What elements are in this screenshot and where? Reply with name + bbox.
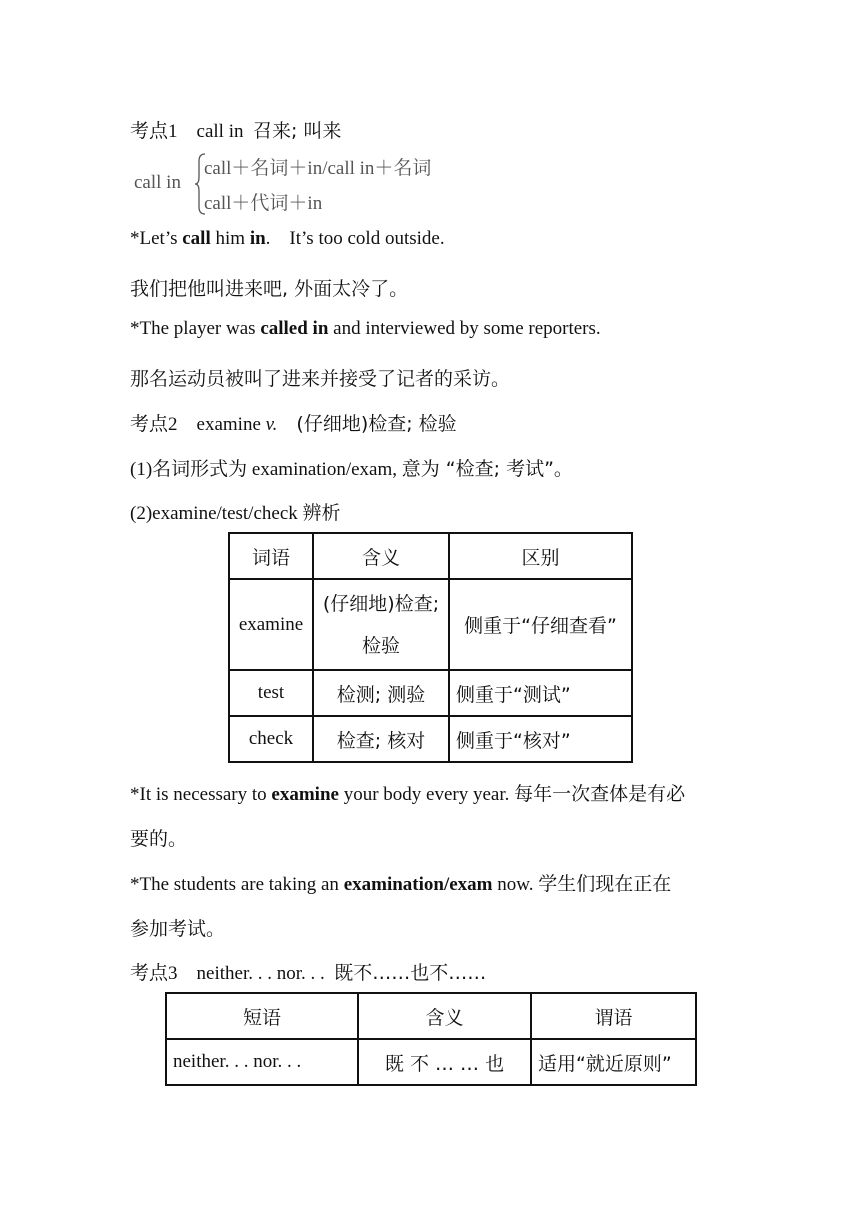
example-text: your body every year. bbox=[338, 784, 515, 805]
table-cell-meaning: 检查; 核对 bbox=[313, 716, 449, 762]
table-cell-word: check bbox=[229, 716, 313, 762]
table-header-row bbox=[229, 533, 632, 579]
note-text: (1) bbox=[130, 459, 153, 480]
table-cell-diff: 侧重于“仔细查看” bbox=[449, 579, 632, 670]
meaning-line: (仔细地)检查; bbox=[322, 592, 440, 615]
table-cell-diff: 侧重于“测试” bbox=[449, 670, 632, 716]
table-cell-phrase: neither. . . nor. . . bbox=[166, 1039, 358, 1085]
point2-heading bbox=[130, 409, 457, 436]
table-cell-meaning bbox=[313, 579, 449, 670]
table-cell-word: examine bbox=[229, 579, 313, 670]
note-text: (2)examine/test/check bbox=[130, 503, 303, 524]
point2-word: examine bbox=[196, 414, 261, 435]
point3-label: 考点 bbox=[130, 962, 169, 984]
table-cell-predicate: 适用“就近原则” bbox=[531, 1039, 696, 1085]
example-text: *It is necessary to bbox=[130, 784, 272, 805]
pattern-row-1: call＋名词＋in/call in＋名词 bbox=[204, 158, 432, 179]
example-text: him bbox=[210, 228, 250, 249]
point2-meaning: (仔细地)检查; 检验 bbox=[296, 413, 457, 435]
point1-example-2 bbox=[130, 318, 601, 340]
example-text: now. bbox=[492, 874, 539, 895]
point2-label: 考点 bbox=[130, 413, 169, 435]
point2-number: 2 bbox=[168, 414, 178, 435]
table-row bbox=[229, 670, 632, 716]
point2-example-2-translation-cont: 参加考试。 bbox=[130, 918, 226, 940]
point1-example-1 bbox=[130, 228, 445, 250]
example-text: and interviewed by some reporters. bbox=[328, 318, 601, 339]
note-text: 辨析 bbox=[302, 502, 341, 524]
point3-phrase: neither. . . nor. . . bbox=[196, 963, 325, 984]
example-text: *The player was bbox=[130, 318, 261, 339]
point2-example-1-translation-cont: 要的。 bbox=[130, 828, 188, 850]
example-bold: examine bbox=[271, 784, 339, 805]
note-text: examination/exam, bbox=[247, 459, 402, 480]
point1-example-1-translation: 我们把他叫进来吧, 外面太冷了。 bbox=[130, 278, 409, 300]
point2-example-1 bbox=[130, 779, 685, 806]
note-text: 名词形式为 bbox=[152, 458, 248, 480]
example-bold: examination/exam bbox=[343, 874, 493, 895]
table-header: 词语 bbox=[229, 533, 313, 579]
note-text: 意为 “检查; 考试”。 bbox=[401, 458, 573, 480]
pattern-label: call in bbox=[134, 172, 181, 193]
table-header: 含义 bbox=[358, 993, 531, 1039]
point3-number: 3 bbox=[168, 963, 178, 984]
example-bold: call bbox=[182, 228, 211, 249]
example-translation: 学生们现在正在 bbox=[538, 873, 672, 895]
neither-nor-table bbox=[165, 992, 697, 1086]
examine-comparison-table bbox=[228, 532, 633, 763]
table-header-row bbox=[166, 993, 696, 1039]
table-header: 谓语 bbox=[531, 993, 696, 1039]
point1-example-2-translation: 那名运动员被叫了进来并接受了记者的采访。 bbox=[130, 368, 511, 390]
example-bold: in bbox=[249, 228, 266, 249]
table-row bbox=[166, 1039, 696, 1085]
example-text: *Let’s bbox=[130, 228, 183, 249]
table-cell-word: test bbox=[229, 670, 313, 716]
point3-meaning: 既不……也不…… bbox=[334, 962, 487, 984]
point1-meaning: 召来; 叫来 bbox=[252, 120, 342, 142]
point2-note-2 bbox=[130, 498, 341, 525]
meaning-line: 检验 bbox=[361, 634, 400, 657]
table-header: 短语 bbox=[166, 993, 358, 1039]
example-bold: called in bbox=[260, 318, 329, 339]
pattern-row-2: call＋代词＋in bbox=[204, 193, 323, 214]
table-row bbox=[229, 716, 632, 762]
point1-label: 考点 bbox=[130, 120, 169, 142]
example-text: . It’s too cold outside. bbox=[265, 228, 445, 249]
point2-example-2 bbox=[130, 869, 671, 896]
example-translation: 每年一次查体是有必 bbox=[514, 783, 686, 805]
point1-heading bbox=[130, 116, 341, 143]
point2-pos: v. bbox=[265, 414, 278, 435]
table-header: 含义 bbox=[313, 533, 449, 579]
call-in-pattern-diagram bbox=[134, 150, 494, 216]
table-header: 区别 bbox=[449, 533, 632, 579]
point3-heading bbox=[130, 958, 486, 985]
point2-note-1 bbox=[130, 454, 573, 481]
table-cell-meaning: 检测; 测验 bbox=[313, 670, 449, 716]
table-cell-diff: 侧重于“核对” bbox=[449, 716, 632, 762]
table-cell-meaning: 既 不 … … 也 bbox=[358, 1039, 531, 1085]
point1-number: 1 bbox=[168, 121, 178, 142]
point1-phrase: call in bbox=[196, 121, 244, 142]
table-row bbox=[229, 579, 632, 670]
example-text: *The students are taking an bbox=[130, 874, 344, 895]
